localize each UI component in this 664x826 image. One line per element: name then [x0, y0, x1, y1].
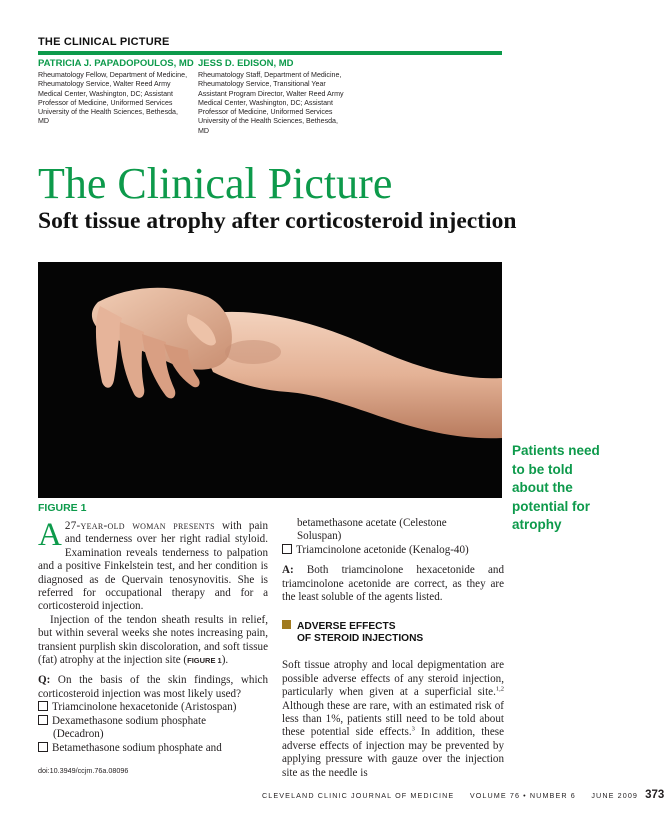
- body-text-a: Soft tissue atrophy and local depigmentation are possible adverse effects of any steroid injection, particularly when given at a superficial site.: [282, 659, 504, 699]
- figure-label: FIGURE 1: [38, 502, 87, 514]
- option-2: [38, 715, 268, 728]
- option-3: [38, 742, 268, 755]
- answer-text: Both triamcinolone hexacetonide and triamcinolone acetonide are correct, as they are the least soluble of the agents listed.: [282, 564, 504, 604]
- author-name: PATRICIA J. PAPADOPOULOS, MD: [38, 58, 194, 69]
- issue-number: NUMBER 6: [529, 791, 576, 800]
- paragraph-2: [38, 614, 268, 668]
- figure-photo: [38, 262, 502, 498]
- heading-square-icon: [282, 620, 291, 629]
- paragraph-2-text: Injection of the tendon sheath results in relief, but within several weeks she notes increasing pain, transient purplish skin discoloration, and soft tissue (fat) atrophy at the injection site (: [38, 613, 268, 667]
- page-footer: CLEVELAND CLINIC JOURNAL OF MEDICINE VOLUME 76 • NUMBER 6 JUNE 2009 373: [262, 789, 664, 801]
- forearm-hand-illustration: [38, 262, 502, 498]
- adverse-effects-paragraph: [282, 659, 504, 780]
- author-name: JESS D. EDISON, MD: [198, 58, 294, 69]
- citation: 1,2: [495, 685, 504, 693]
- pull-quote: Patients need to be told about the potential for atrophy: [512, 443, 600, 532]
- doi: doi:10.3949/ccjm.76a.08096: [38, 766, 129, 775]
- option-1: [38, 701, 268, 714]
- lead-in: 27-year-old woman presents: [64, 520, 215, 532]
- checkbox-icon: [38, 701, 48, 711]
- article-subtitle: Soft tissue atrophy after corticosteroid injection: [38, 208, 517, 234]
- section-heading-line-2: OF STEROID INJECTIONS: [297, 633, 424, 645]
- author-block-2: [198, 58, 348, 136]
- option-4: [282, 544, 504, 557]
- option-2-text: Dexamethasone sodium phosphate: [52, 714, 207, 727]
- section-heading: [282, 620, 504, 645]
- option-2-continued: (Decadron): [53, 728, 104, 741]
- option-3-continued-2: Soluspan): [297, 530, 342, 543]
- question-label: Q:: [38, 674, 51, 687]
- option-3-text: Betamethasone sodium phosphate and: [52, 741, 222, 754]
- question-text: On the basis of the skin findings, which corticosteroid injection was most likely used?: [38, 674, 268, 700]
- answer-paragraph: [282, 564, 504, 604]
- checkbox-icon: [38, 715, 48, 725]
- author-affiliation: Rheumatology Fellow, Department of Medicine, Rheumatology Service, Walter Reed Army Medical Center, Washington, DC; Assistant Professor of Medicine, Uniformed Services University of the Health Sciences, Bethesda, MD: [38, 71, 188, 126]
- checkbox-icon: [282, 544, 292, 554]
- option-4-text: Triamcinolone acetonide (Kenalog-40): [296, 543, 469, 556]
- heading-text-1: ADVERSE EFFECTS: [297, 621, 396, 633]
- body-text-b: Although these are rare, with an estimated risk of less than 1%, patients still need to be told about these potential side effects.: [282, 699, 504, 739]
- journal-name: CLEVELAND CLINIC JOURNAL OF MEDICINE: [262, 791, 455, 800]
- header-rule: [38, 51, 502, 55]
- body-column-2: [282, 517, 504, 780]
- article-title: The Clinical Picture: [38, 159, 393, 208]
- drop-cap: A: [38, 517, 62, 553]
- body-text-c: In addition, these adverse effects of injection may be prevented by applying pressure with gauze over the injection site as the needle is: [282, 726, 504, 779]
- option-1-text: Triamcinolone hexacetonide (Aristospan): [52, 701, 237, 714]
- volume: VOLUME 76: [469, 791, 521, 800]
- author-affiliation: Rheumatology Staff, Department of Medicine, Rheumatology Service, Transitional Year Assistant Program Director, Walter Reed Army Medical Center, Washington, DC; Assistant Professor of Medicine, Uniformed Services University of the Health Sciences, Bethesda, MD: [198, 71, 344, 135]
- intro-paragraph: [38, 517, 269, 614]
- issue-date: JUNE 2009: [591, 791, 639, 800]
- intro-text: with pain and tenderness over her right radial styloid. Examination reveals tenderness to palpation and a positive Finkelstein test, and her condition is diagnosed as de Quervain tenosynovitis. She is referred for occupational therapy and for a corticosteroid injection.: [38, 520, 269, 613]
- section-heading-line-1: [282, 620, 504, 633]
- page-number: 373: [645, 789, 664, 801]
- citation: 3: [411, 725, 415, 733]
- figure-reference: FIGURE 1: [187, 656, 222, 666]
- checkbox-icon: [38, 742, 48, 752]
- option-3-continued-1: betamethasone acetate (Celestone: [297, 517, 447, 529]
- question-paragraph: [38, 674, 268, 701]
- section-label: THE CLINICAL PICTURE: [38, 36, 170, 48]
- answer-label: A:: [282, 564, 294, 577]
- body-column-1: [38, 517, 269, 755]
- paragraph-2-end: ).: [221, 654, 229, 667]
- author-block-1: [38, 58, 194, 127]
